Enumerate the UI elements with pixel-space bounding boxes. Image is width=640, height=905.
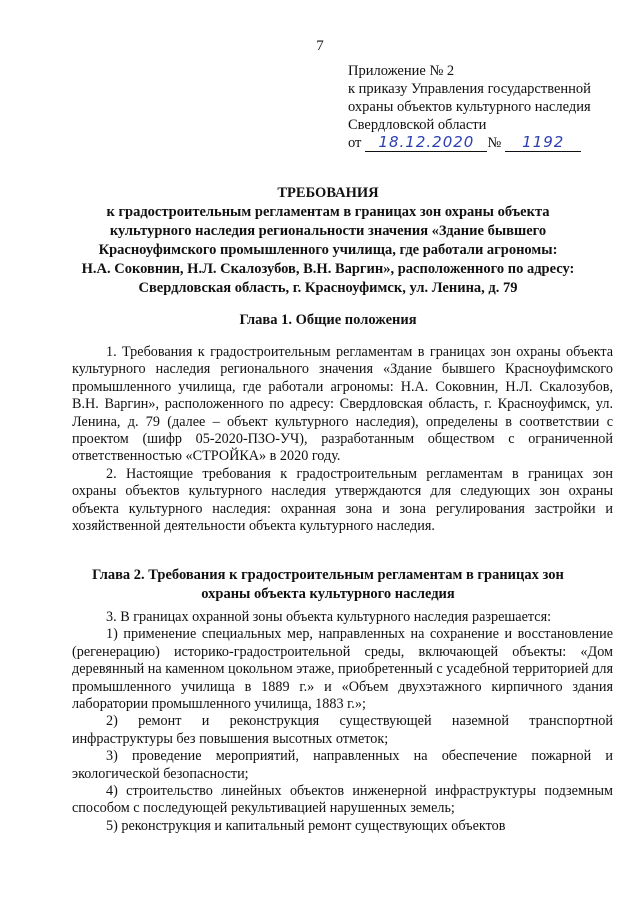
title-line: культурного наследия региональности значения «Здание бывшего [109, 223, 547, 239]
chapter-heading-text: Глава 1. Общие положения [239, 312, 417, 328]
list-item: 5) реконструкция и капитальный ремонт существующих объектов [106, 817, 506, 834]
chapter-heading-text: Глава 2. Требования к градостроительным регламентам в границах зон [92, 567, 564, 583]
paragraph: 2. Настоящие требования к градостроительным регламентам в границах зон охраны объектов культурного наследия утверждаются для следующих зон охраны объекта культурного наследия: охранная зона и зона регулирования застройки и хозяйственной деятельности объекта культурного наследия. [72, 465, 613, 535]
list-item: 2) ремонт и реконструкция существующей наземной транспортной инфраструктуры без повышения высотных отметок; [72, 713, 613, 747]
list-item: 1) применение специальных мер, направленных на сохранение и восстановление (регенерацию) историко-градостроительной среды, включающей объекты: «Дом деревянный на каменном цокольном этаже, приобретенный с усадебной территорией для промышленного училища в 1889 г.» и «Объем двухэтажного кирпичного здания лаборатории промышленного училища, 1883 г.»; [72, 626, 613, 713]
paragraph: 1. Требования к градостроительным регламентам в границах зон охраны объекта культурного наследия регионального значения «Здание бывшего Красноуфимского промышленного училища, где работали агрономы: Н.А. Соковнин, Н.Л. Скалозубов, В.Н. Варгин», расположенного по адресу: Свердловская область, г. Красноуфимск, ул. Ленина, д. 79 (далее – объект культурного наследия), определены в соответствии с проектом (шифр 05-2020-ПЗО-УЧ), разработанным обществом с ограниченной ответственностью «СТРОЙКА» в 2020 году. [72, 344, 613, 465]
title-line: ТРЕБОВАНИЯ [277, 185, 379, 201]
list-item: 4) строительство линейных объектов инженерной инфраструктуры подземным способом с последующей рекультивацией нарушенных земель; [72, 783, 613, 817]
list-item: 3) проведение мероприятий, направленных на обеспечение пожарной и экологической безопасности; [72, 748, 613, 782]
appendix-line: Приложение № 2 [348, 63, 455, 79]
title-line: Красноуфимского промышленного училища, где работали агрономы: [98, 242, 558, 258]
title-line: к градостроительным регламентам в границах зон охраны объекта [106, 204, 550, 220]
chapter-2-heading [60, 566, 596, 604]
order-date-number-line [348, 134, 618, 152]
title-line: Свердловская область, г. Красноуфимск, ул. Ленина, д. 79 [138, 280, 518, 296]
chapter-1-body [72, 344, 613, 535]
page-number: 7 [316, 38, 324, 54]
appendix-line: к приказу Управления государственной [348, 81, 591, 97]
chapter-2-body [72, 609, 613, 835]
chapter-heading-text: охраны объекта культурного наследия [201, 586, 455, 602]
paragraph: 3. В границах охранной зоны объекта культурного наследия разрешается: [106, 609, 552, 625]
document-title [60, 184, 596, 298]
from-label: от [348, 135, 362, 151]
chapter-1-heading [60, 311, 596, 330]
handwritten-date: 18.12.2020 [365, 134, 487, 152]
title-line: Н.А. Соковнин, Н.Л. Скалозубов, В.Н. Варгин», расположенного по адресу: [81, 261, 575, 277]
number-label: № [487, 135, 502, 151]
appendix-header [348, 62, 618, 152]
handwritten-number: 1192 [505, 134, 581, 152]
appendix-line: Свердловской области [348, 117, 487, 133]
appendix-line: охраны объектов культурного наследия [348, 99, 591, 115]
